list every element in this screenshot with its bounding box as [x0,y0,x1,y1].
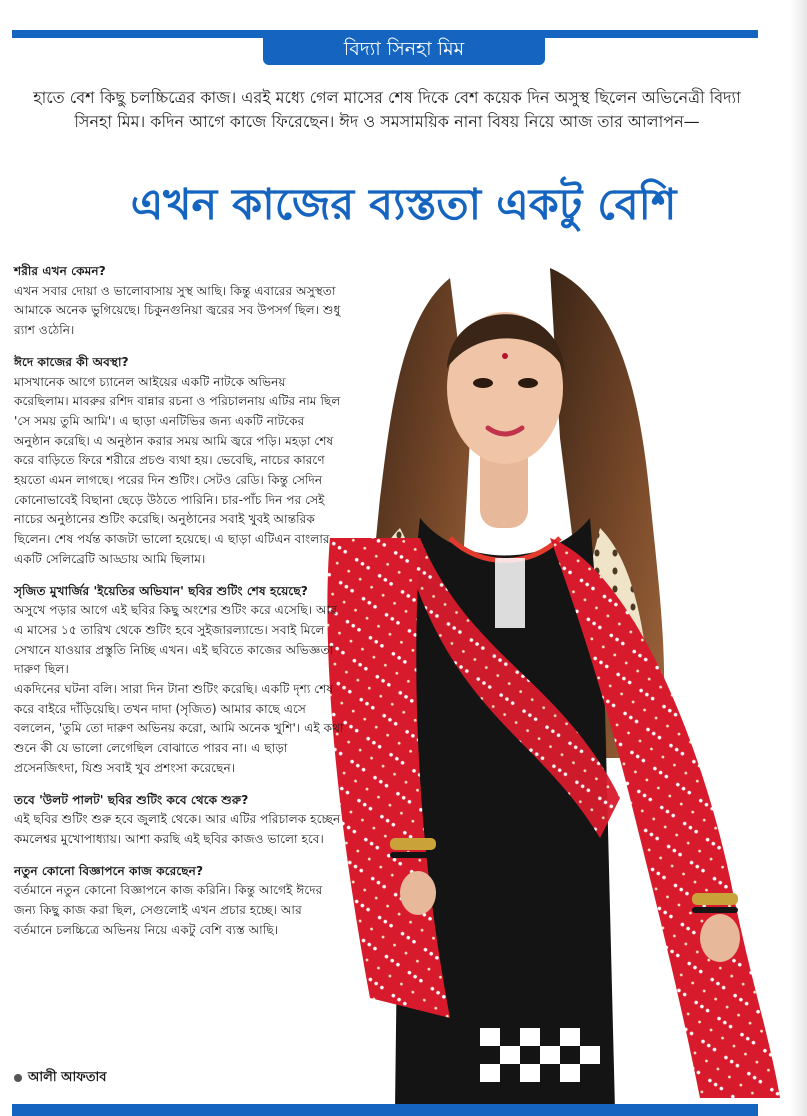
question: তবে 'উলট পালট' ছবির শুটিং কবে থেকে শুরু? [14,792,249,807]
bullet-icon [14,1074,22,1082]
author-name: আলী আফতাব [28,1070,107,1085]
answer: মাসখানেক আগে চ্যানেল আইয়ের একটি নাটকে অভিনয় করেছিলাম। মাবরুর রশিদ বান্নার রচনা ও পরিচালনায় এটির নাম ছিল 'সে সময় তুমি আমি'। এ ছাড়া এনটিভির জন্য একটি নাটকের অনুষ্ঠান করেছি। এ অনুষ্ঠান করার সময় আমি জ্বরে পড়ি। মহড়া শেষ করে বাড়িতে ফিরে শরীরে প্রচণ্ড ব্যথা হয়। ভেবেছি, নাচের কারণে হয়তো এমন লাগছে। পরের দিন শুটিং। সেটও রেডি। কিন্তু সেদিন কোনোভাবেই বিছানা ছেড়ে উঠতে পারিনি। চার-পাঁচ দিন পর সেই নাচের অনুষ্ঠানের শুটিং করেছি। অনুষ্ঠানের সবাই খুবই আন্তরিক ছিলেন। শেষ পর্যন্ত কাজটা ভালো হয়েছে। এ ছাড়া এটিএন বাংলার একটি সেলিব্রেটি আড্ডায় আমি ছিলাম। [14,374,341,566]
answer: এখন সবার দোয়া ও ভালোবাসায় সুস্থ আছি। কিন্তু এবারের অসুস্থতা আমাকে অনেক ভুগিয়েছে। চিকুনগুনিয়া জ্বরের সব উপসর্গ ছিল। শুধু র‍্যাশ ওঠেনি। [14,283,341,338]
interview-body [14,262,344,941]
page-edge [790,0,807,1116]
question: নতুন কোনো বিজ্ঞাপনে কাজ করেছেন? [14,863,204,878]
answer: বর্তমানে নতুন কোনো বিজ্ঞাপনে কাজ করিনি। কিন্তু আগেই ঈদের জন্য কিছু কাজ করা ছিল, সেগুলোই এখন প্রচার হচ্ছে। আর বর্তমানে চলচ্চিত্রে অভিনয় নিয়ে একটু বেশি ব্যস্ত আছি। [14,883,323,937]
answer: এই ছবির শুটিং শুরু হবে জুলাই থেকে। আর এটির পরিচালক হচ্ছেন কমলেশ্বর মুখোপাধ্যায়। আশা করছি এই ছবির কাজও ভালো হবে। [14,812,341,846]
question: সৃজিত মুখার্জির 'ইয়েতির অভিযান' ছবির শুটিং শেষ হয়েছে? [14,583,308,598]
headline: এখন কাজের ব্যস্ততা একটু বেশি [130,180,677,230]
byline [14,1068,107,1089]
name-tag: বিদ্যা সিনহা মিম [263,33,545,65]
actress-photo [300,238,790,1110]
question: শরীর এখন কেমন? [14,264,106,278]
answer: একদিনের ঘটনা বলি। সারা দিন টানা শুটিং করেছি। একটি দৃশ্য শেষ করে বাইরে দাঁড়িয়েছি। তখন দাদা (সৃজিত) আমার কাছে এসে বললেন, 'তুমি তো দারুণ অভিনয় করো, আমি অনেক খুশি'। এই কথা শুনে কী যে ভালো লেগেছিল বোঝাতে পারব না। এ ছাড়া প্রসেনজিৎদা, যিশু সবাই খুব প্রশংসা করেছেন। [14,682,344,775]
intro-text: হাতে বেশ কিছু চলচ্চিত্রের কাজ। এরই মধ্যে গেল মাসের শেষ দিকে বেশ কয়েক দিন অসুস্থ ছিলেন অভিনেত্রী বিদ্যা সিনহা মিম। কদিন আগে কাজে ফিরেছেন। ঈদ ও সমসাময়িক নানা বিষয় নিয়ে আজ তার আলাপন— [33,88,741,131]
answer: অসুখে পড়ার আগে এই ছবির কিছু অংশের শুটিং করে এসেছি। আর এ মাসের ১৫ তারিখ থেকে শুটিং হবে সুইজারল্যান্ডে। সবাই মিলে সেখানে যাওয়ার প্রস্তুতি নিচ্ছি এখন। এই ছবিতে কাজের অভিজ্ঞতা দারুণ ছিল। [14,603,337,677]
bottom-rule [12,1104,758,1116]
question: ঈদে কাজের কী অবস্থা? [14,354,129,369]
